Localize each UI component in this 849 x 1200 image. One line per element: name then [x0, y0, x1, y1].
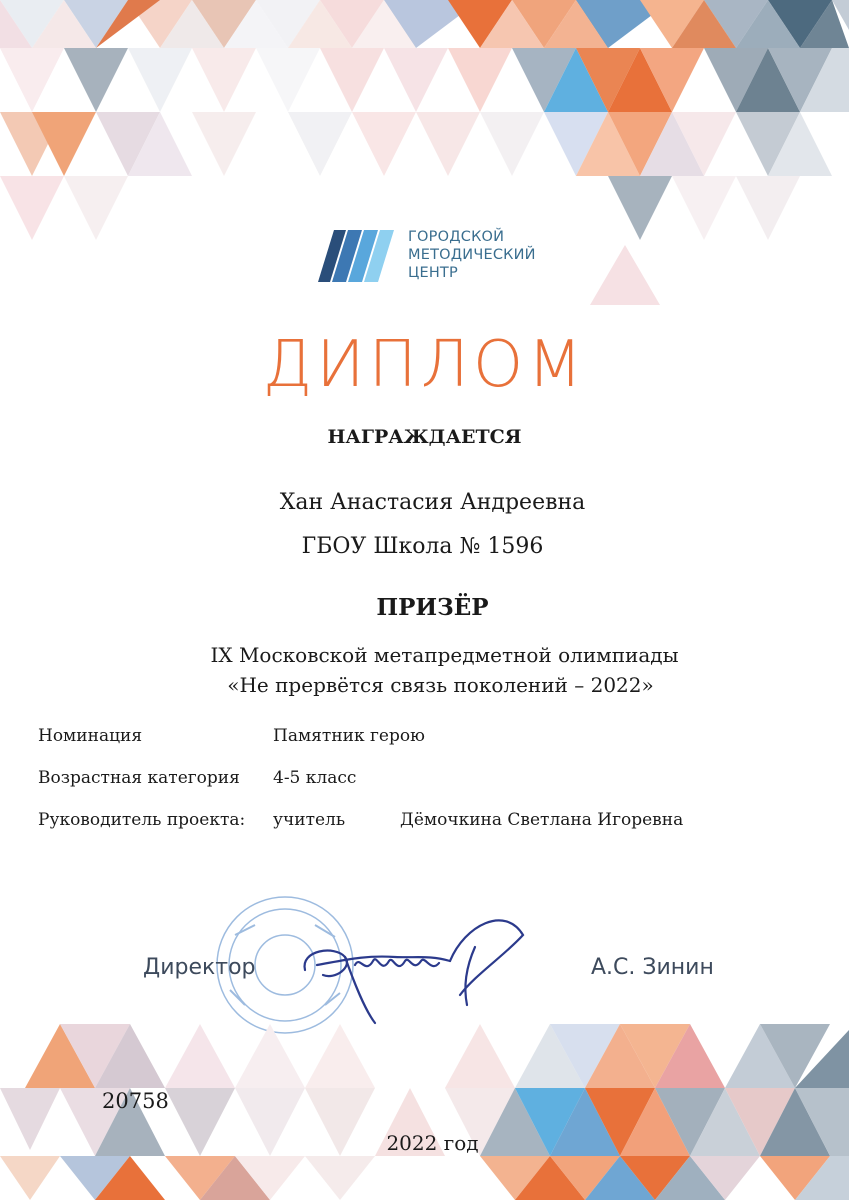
logo-line-1: ГОРОДСКОЙ [408, 229, 505, 245]
school-name: ГБОУ Школа № 1596 [301, 534, 544, 559]
org-logo [318, 226, 578, 286]
award-status: ПРИЗЁР [376, 594, 489, 621]
supervisor-label: Руководитель проекта: [38, 810, 246, 830]
age-category-label: Возрастная категория [38, 768, 240, 788]
diploma-title: ДИПЛОМ [262, 328, 587, 402]
nomination-value: Памятник герою [273, 726, 425, 746]
recipient-name: Хан Анастасия Андреевна [279, 490, 586, 515]
director-name: А.С. Зинин [591, 955, 714, 980]
document-number: 20758 [102, 1089, 169, 1113]
nomination-label: Номинация [38, 726, 143, 746]
logo-line-3: ЦЕНТР [408, 265, 458, 281]
event-title-line-1: IX Московской метапредметной олимпиады [210, 643, 679, 667]
director-label: Директор [143, 955, 256, 980]
event-title-line-2: «Не прервётся связь поколений – 2022» [227, 673, 654, 697]
supervisor-name: Дёмочкина Светлана Игоревна [400, 810, 684, 830]
logo-mark-icon [318, 226, 398, 284]
issue-year: 2022 год [386, 1131, 479, 1155]
logo-text [408, 228, 536, 282]
age-category-value: 4-5 класс [273, 768, 357, 788]
logo-line-2: МЕТОДИЧЕСКИЙ [408, 247, 536, 263]
awarded-label: НАГРАЖДАЕТСЯ [327, 426, 522, 448]
supervisor-role: учитель [273, 810, 346, 830]
